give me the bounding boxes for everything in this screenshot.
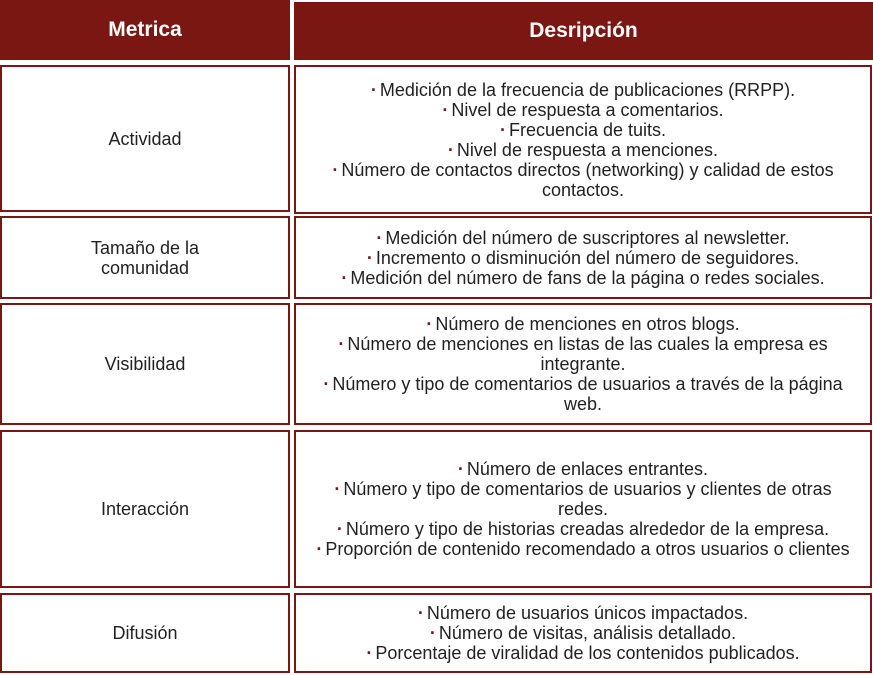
description-list (316, 459, 849, 559)
bullet-icon: · (370, 79, 377, 100)
bullet-icon: · (338, 334, 345, 354)
bullet-icon: · (366, 247, 373, 268)
metric-cell-tamano-comunidad (0, 216, 290, 299)
description-list (318, 80, 848, 200)
header-metric-label: Metrica (108, 18, 182, 41)
header-description (294, 2, 873, 60)
description-list (303, 314, 863, 414)
metric-cell-interaccion (0, 430, 290, 588)
bullet-icon: · (323, 374, 330, 394)
bullet-icon: · (447, 139, 454, 160)
bullet-icon: · (316, 539, 323, 559)
description-item: · Porcentaje de viralidad de los contenidos publicados. (366, 643, 800, 663)
metric-label: Visibilidad (104, 354, 186, 374)
metric-label: Interacción (100, 499, 190, 519)
bullet-icon: · (429, 623, 436, 643)
metric-cell-actividad (0, 65, 290, 212)
description-cell-difusion (294, 593, 872, 673)
bullet-icon: · (366, 643, 373, 663)
description-item: · Proporción de contenido recomendado a otros usuarios o clientes (316, 539, 850, 559)
description-item: · Nivel de respuesta a comentarios. (442, 99, 724, 120)
description-item: · Incremento o disminución del número de seguidores. (366, 247, 800, 268)
description-item: · Medición de la frecuencia de publicaciones (RRPP). (370, 79, 796, 100)
metric-label: Tamaño de la comunidad (90, 237, 200, 278)
metric-label: Actividad (108, 128, 182, 149)
header-description-label: Desripción (529, 19, 638, 42)
description-cell-actividad (294, 65, 872, 214)
metric-cell-visibilidad (0, 303, 290, 425)
description-item: · Número de enlaces entrantes. (457, 459, 709, 479)
bullet-icon: · (336, 519, 343, 539)
description-item: · Medición del número de fans de la página o redes sociales. (341, 267, 825, 288)
description-item: · Número de visitas, análisis detallado. (429, 623, 737, 643)
description-item: · Número de menciones en otros blogs. (426, 314, 740, 334)
description-cell-tamano-comunidad (294, 216, 872, 299)
description-cell-interaccion (294, 430, 872, 588)
metric-cell-difusion (0, 593, 290, 673)
description-item: · Frecuencia de tuits. (499, 119, 667, 140)
metric-label: Difusión (112, 623, 178, 643)
bullet-icon: · (442, 99, 449, 120)
bullet-icon: · (334, 479, 341, 499)
description-item: · Número y tipo de historias creadas alrededor de la empresa. (336, 519, 830, 539)
bullet-icon: · (332, 159, 339, 180)
description-item: · Número de contactos directos (networking) y calidad de estos contactos. (332, 159, 834, 200)
description-list (341, 228, 824, 288)
description-item: · Número de menciones en listas de las cuales la empresa es integrante. (338, 334, 828, 374)
description-list (366, 603, 799, 663)
bullet-icon: · (341, 267, 348, 288)
description-item: · Medición del número de suscriptores al newsletter. (376, 227, 790, 248)
description-item: · Número de usuarios únicos impactados. (417, 603, 749, 623)
bullet-icon: · (417, 603, 424, 623)
bullet-icon: · (499, 119, 506, 140)
description-cell-visibilidad (294, 303, 872, 425)
bullet-icon: · (457, 459, 464, 479)
header-metric (0, 0, 290, 60)
bullet-icon: · (426, 314, 433, 334)
description-item: · Nivel de respuesta a menciones. (447, 139, 719, 160)
bullet-icon: · (376, 227, 383, 248)
description-item: · Número y tipo de comentarios de usuarios y clientes de otras redes. (334, 479, 832, 519)
description-item: · Número y tipo de comentarios de usuarios a través de la página web. (323, 374, 843, 414)
